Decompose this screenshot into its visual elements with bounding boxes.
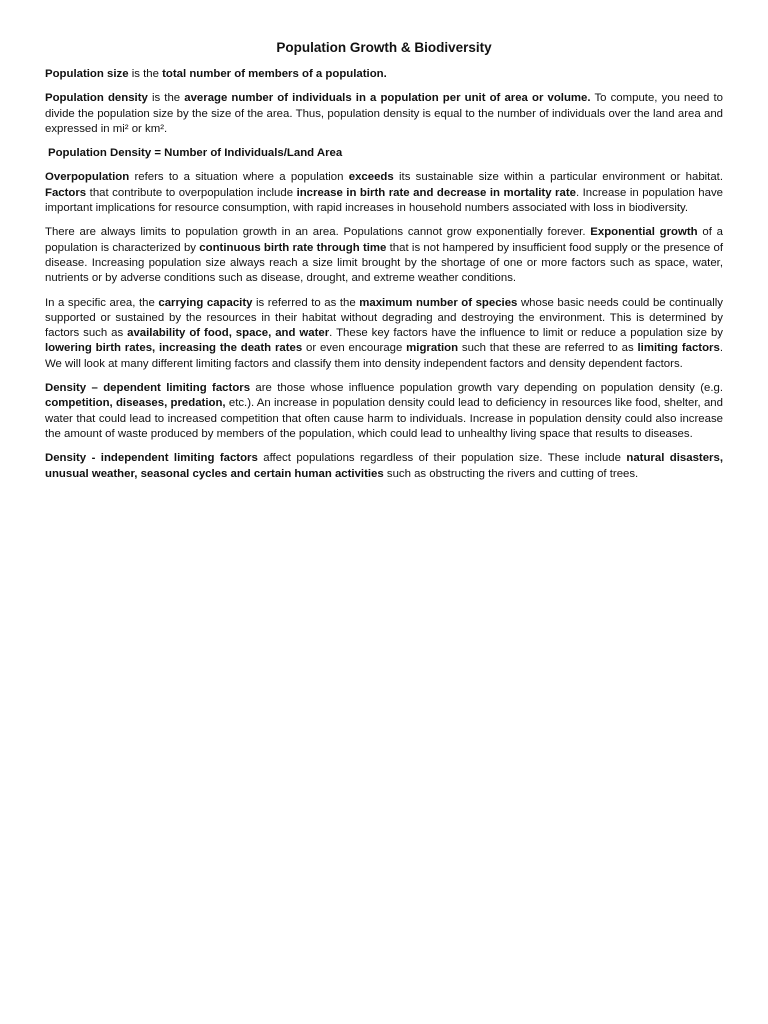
paragraph-density-formula: [45, 146, 723, 161]
bold-term: natural disasters, unusual weather, seasonal cycles and certain human activities: [45, 452, 723, 480]
text-run: its sustainable size within a particular environment or habitat.: [393, 171, 724, 184]
text-run: etc.). An increase in population density could lead to deficiency in resources like food, shelter, and water that could lead to increased competition that often cause harm to individuals. Increase in population density could also increase the amount of waste produced by members of the population, which could lead to unhealthy living space that results to diseases.: [45, 397, 723, 440]
text-run: is referred to as the: [252, 296, 360, 309]
bold-term: competition, diseases, predation,: [45, 397, 226, 410]
text-run: . Increase in population have important implications for resource consumption, with rapid increases in household numbers associated with loss in biodiversity.: [45, 186, 723, 215]
text-run: In a specific area, the: [45, 296, 159, 309]
paragraph-population-size: [45, 67, 723, 82]
text-run: that is not hampered by insufficient food supply or the presence of disease. Increasing population size always reach a size limit brought by the shortage of one or more factors such as space, water, nutrients or by adverse conditions such as disease, drought, and extreme weather conditions.: [45, 241, 723, 285]
paragraph-carrying-capacity: [45, 296, 723, 372]
document-title: Population Growth & Biodiversity: [276, 40, 492, 55]
bold-term: exceeds: [348, 171, 394, 184]
text-run: To compute, you need to divide the population size by the size of the area. Thus, population density is equal to the number of individuals over the land area and expressed in mi² or km².: [45, 92, 723, 135]
text-run: There are always limits to population growth in an area. Populations cannot grow exponentially forever.: [45, 226, 591, 239]
text-run: whose basic needs could be continually supported or sustained by the resources in their habitat without degrading and destroying the environment. This is determined by factors such as: [45, 296, 723, 340]
bold-term: Exponential growth: [590, 226, 698, 239]
text-run: affect populations regardless of their population size. These include: [257, 452, 627, 465]
document-body: [45, 67, 723, 482]
paragraph-limits-to-growth: [45, 225, 723, 286]
bold-term: limiting factors: [637, 342, 720, 355]
bold-term: lowering birth rates, increasing the death rates: [45, 342, 303, 355]
bold-term: increase in birth rate and decrease in mortality rate: [296, 186, 576, 199]
bold-term: Population Density = Number of Individuals/Land Area: [48, 147, 343, 160]
bold-term: maximum number of species: [359, 296, 518, 309]
text-run: of a population is characterized by: [45, 226, 723, 254]
bold-term: average number of individuals in a population per unit of area or volume.: [184, 92, 591, 105]
text-run: such that these are referred to as: [458, 342, 638, 355]
bold-term: Population size: [45, 68, 129, 80]
text-run: . We will look at many different limiting factors and classify them into density independent factors and density dependent factors.: [45, 342, 723, 370]
bold-term: total number of members of a population.: [162, 68, 387, 80]
text-run: or even encourage: [302, 342, 407, 355]
bold-term: Factors: [45, 186, 87, 199]
bold-term: migration: [406, 342, 459, 355]
text-run: . These key factors have the influence to limit or reduce a population size by: [329, 327, 723, 340]
text-run: is the: [147, 92, 185, 105]
bold-term: Density - independent limiting factors: [45, 452, 258, 465]
bold-term: continuous birth rate through time: [199, 241, 387, 254]
text-run: is the: [128, 68, 163, 80]
paragraph-density-independent: [45, 451, 723, 482]
text-run: are those whose influence population growth vary depending on population density (e.g.: [250, 382, 723, 395]
bold-term: Density – dependent limiting factors: [45, 382, 251, 395]
bold-term: carrying capacity: [158, 296, 253, 309]
paragraph-population-density: [45, 91, 723, 137]
paragraph-density-dependent: [45, 381, 723, 442]
bold-term: availability of food, space, and water: [127, 327, 330, 340]
text-run: that contribute to overpopulation include: [86, 186, 297, 199]
text-run: such as obstructing the rivers and cutting of trees.: [383, 467, 639, 480]
bold-term: Population density: [45, 92, 148, 105]
document-page: [45, 40, 723, 491]
text-run: refers to a situation where a population: [129, 171, 349, 184]
bold-term: Overpopulation: [45, 171, 130, 184]
paragraph-overpopulation: [45, 170, 723, 216]
